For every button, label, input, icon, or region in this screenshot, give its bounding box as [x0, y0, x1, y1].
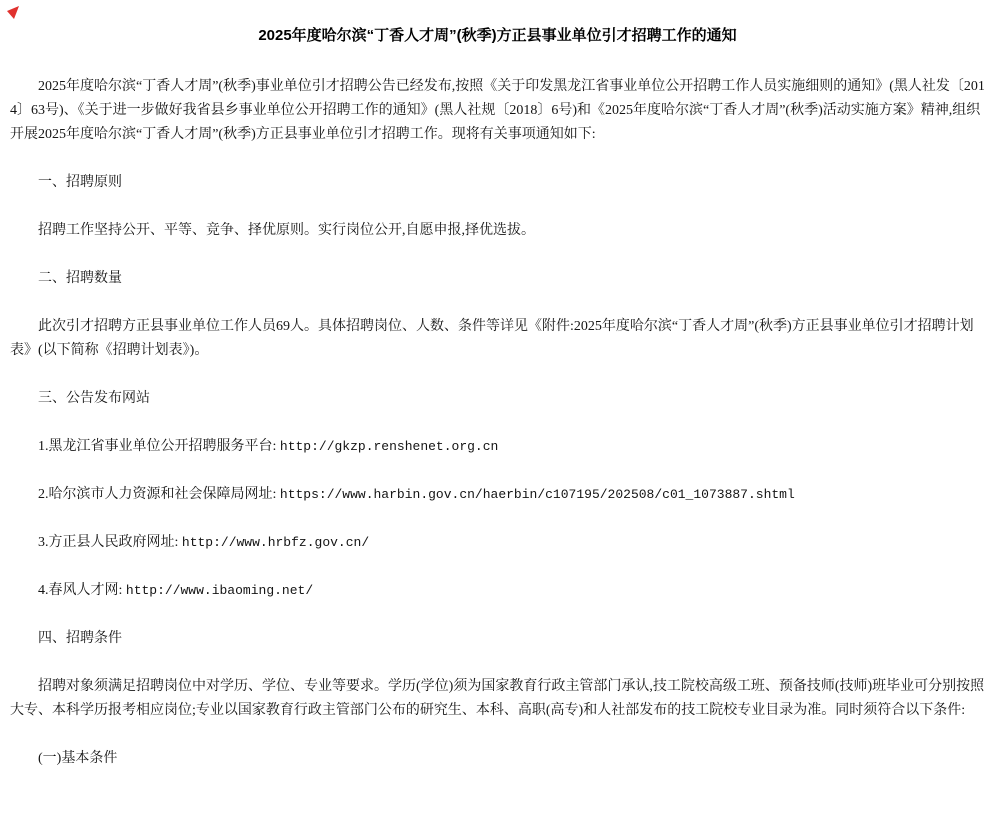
section-heading: 三、公告发布网站	[38, 391, 150, 406]
body-paragraph: 此次引才招聘方正县事业单位工作人员69人。具体招聘岗位、人数、条件等详见《附件:2025年度哈尔滨“丁香人才周”(秋季)方正县事业单位引才招聘计划表》(以下简称《招聘计划表》)。	[10, 319, 974, 358]
document-body	[10, 75, 985, 771]
website-label: 2.哈尔滨市人力资源和社会保障局网址:	[38, 487, 280, 502]
website-url: http://gkzp.renshenet.org.cn	[279, 439, 499, 454]
section-heading: 四、招聘条件	[38, 631, 122, 646]
cursor-marker-icon	[6, 5, 22, 21]
red-triangle-glyph	[6, 5, 22, 21]
body-paragraph: 招聘工作坚持公开、平等、竞争、择优原则。实行岗位公开,自愿申报,择优选拔。	[38, 223, 535, 238]
website-label: 1.黑龙江省事业单位公开招聘服务平台:	[38, 439, 280, 454]
website-list-item	[10, 531, 985, 555]
section-heading: (一)基本条件	[38, 751, 118, 766]
website-url: http://www.ibaoming.net/	[125, 583, 314, 598]
website-list-item	[10, 435, 985, 459]
website-list-item	[10, 483, 985, 507]
website-label: 3.方正县人民政府网址:	[38, 535, 182, 550]
website-url: http://www.hrbfz.gov.cn/	[181, 535, 370, 550]
website-url: https://www.harbin.gov.cn/haerbin/c107195/202508/c01_1073887.shtml	[279, 487, 795, 502]
section-heading: 一、招聘原则	[38, 175, 122, 190]
website-list-item	[10, 579, 985, 603]
body-paragraph: 2025年度哈尔滨“丁香人才周”(秋季)事业单位引才招聘公告已经发布,按照《关于印发黑龙江省事业单位公开招聘工作人员实施细则的通知》(黑人社发〔2014〕63号)、《关于进一步做好我省县乡事业单位公开招聘工作的通知》(黑人社规〔2018〕6号)和《2025年度哈尔滨“丁香人才周”(秋季)活动实施方案》精神,组织开展2025年度哈尔滨“丁香人才周”(秋季)方正县事业单位引才招聘工作。现将有关事项通知如下:	[10, 79, 985, 142]
section-heading: 二、招聘数量	[38, 271, 122, 286]
page-title: 2025年度哈尔滨“丁香人才周”(秋季)方正县事业单位引才招聘工作的通知	[258, 27, 737, 44]
body-paragraph: 招聘对象须满足招聘岗位中对学历、学位、专业等要求。学历(学位)须为国家教育行政主管部门承认,技工院校高级工班、预备技师(技师)班毕业可分别按照大专、本科学历报考相应岗位;专业以国家教育行政主管部门公布的研究生、本科、高职(高专)和人社部发布的技工院校专业目录为准。同时须符合以下条件:	[10, 679, 985, 718]
website-label: 4.春风人才网:	[38, 583, 126, 598]
